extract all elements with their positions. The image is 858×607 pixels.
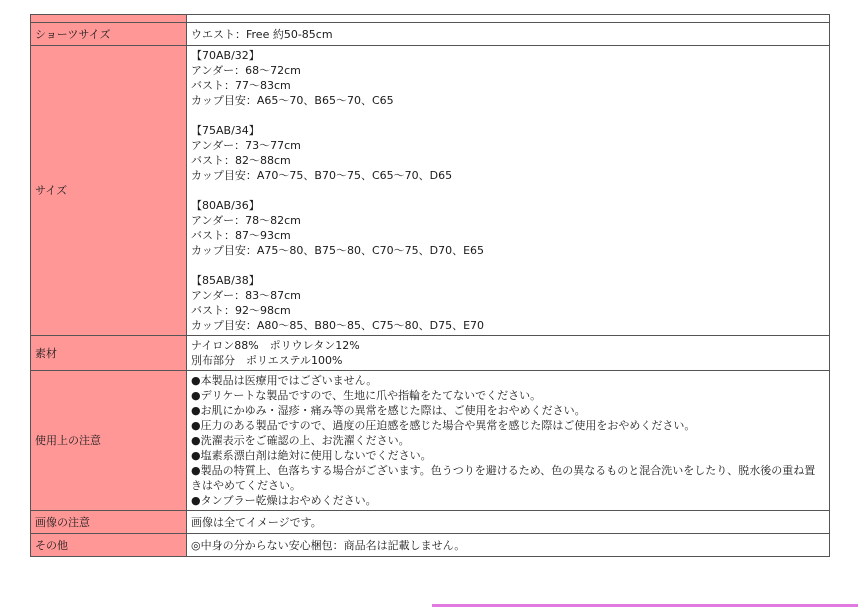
size-group-heading: 【75AB/34】 (191, 124, 260, 137)
spacer (191, 258, 825, 273)
size-group-70ab (191, 48, 825, 108)
size-bust: バスト：77～83cm (191, 79, 291, 92)
size-group-heading: 【70AB/32】 (191, 49, 260, 62)
size-under: アンダー：73～77cm (191, 139, 301, 152)
caution-line: ●洗濯表示をご確認の上、お洗濯ください。 (191, 434, 410, 447)
caution-line: ●お肌にかゆみ・湿疹・痛み等の異常を感じた際は、ご使用をおやめください。 (191, 404, 586, 417)
row-shorts-size (31, 23, 830, 46)
caution-label: 使用上の注意 (31, 371, 187, 511)
caution-line: ●デリケートな製品ですので、生地に爪や指輪をたてないでください。 (191, 389, 542, 402)
caution-line: ●塩素系漂白剤は絶対に使用しないでください。 (191, 449, 432, 462)
size-value (187, 46, 830, 336)
table-top-row (31, 15, 830, 23)
spec-table (30, 14, 830, 557)
image-note-value: 画像は全てイメージです。 (187, 511, 830, 534)
row-image-note (31, 511, 830, 534)
material-line: 別布部分 ポリエステル100% (191, 354, 343, 367)
caution-line: ●タンブラー乾燥はおやめください。 (191, 494, 377, 507)
row-size (31, 46, 830, 336)
size-group-75ab (191, 123, 825, 183)
image-note-label: 画像の注意 (31, 511, 187, 534)
size-bust: バスト：92～98cm (191, 304, 291, 317)
size-cup: カップ目安：A65～70、B65～70、C65 (191, 94, 394, 107)
spacer (191, 183, 825, 198)
caution-line: ●本製品は医療用ではございません。 (191, 374, 378, 387)
other-value: ◎中身の分からない安心梱包：商品名は記載しません。 (187, 534, 830, 557)
size-cup: カップ目安：A70～75、B70～75、C65～70、D65 (191, 169, 453, 182)
size-group-heading: 【80AB/36】 (191, 199, 260, 212)
material-line: ナイロン88% ポリウレタン12% (191, 339, 360, 352)
size-group-heading: 【85AB/38】 (191, 274, 260, 287)
size-under: アンダー：78～82cm (191, 214, 301, 227)
size-cup: カップ目安：A80～85、B80～85、C75～80、D75、E70 (191, 319, 485, 332)
spacer (191, 108, 825, 123)
top-label-cell (31, 15, 187, 23)
size-group-85ab (191, 273, 825, 333)
size-label: サイズ (31, 46, 187, 336)
material-value (187, 336, 830, 371)
row-other (31, 534, 830, 557)
size-under: アンダー：83～87cm (191, 289, 301, 302)
caution-line: ●圧力のある製品ですので、過度の圧迫感を感じた場合や異常を感じた際はご使用をおやめください。 (191, 419, 696, 432)
caution-line: ●製品の特質上、色落ちする場合がございます。色うつりを避けるため、色の異なるものと混合洗いをしたり、脱水後の重ね置きはやめてください。 (191, 464, 816, 492)
size-under: アンダー：68～72cm (191, 64, 301, 77)
row-material (31, 336, 830, 371)
size-bust: バスト：82～88cm (191, 154, 291, 167)
size-bust: バスト：87～93cm (191, 229, 291, 242)
size-cup: カップ目安：A75～80、B75～80、C70～75、D70、E65 (191, 244, 485, 257)
top-value-cell (187, 15, 830, 23)
row-caution (31, 371, 830, 511)
shorts-size-label: ショーツサイズ (31, 23, 187, 46)
other-label: その他 (31, 534, 187, 557)
material-label: 素材 (31, 336, 187, 371)
shorts-size-value: ウエスト：Free 約50-85cm (187, 23, 830, 46)
size-group-80ab (191, 198, 825, 258)
caution-value (187, 371, 830, 511)
